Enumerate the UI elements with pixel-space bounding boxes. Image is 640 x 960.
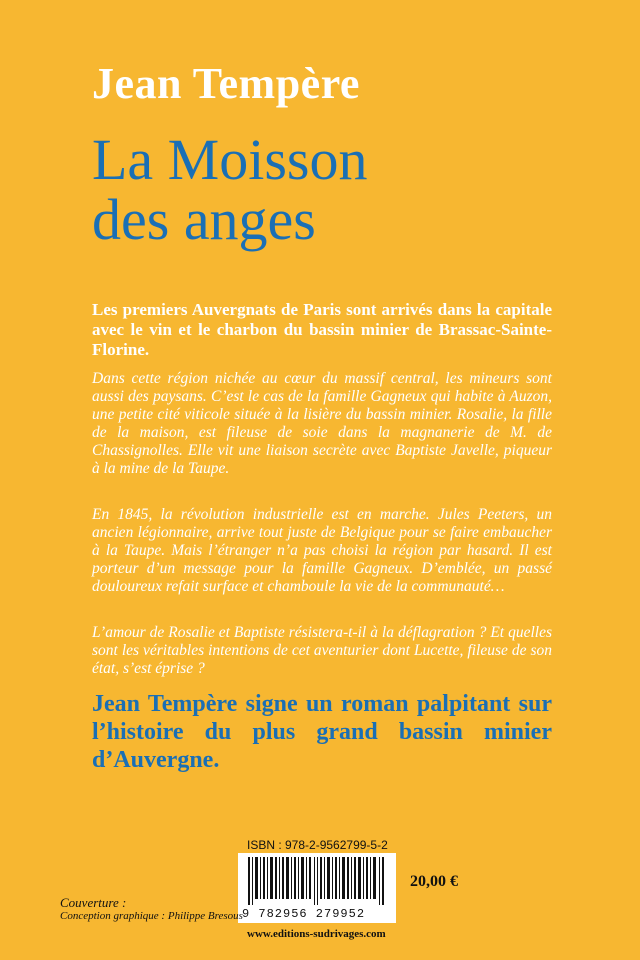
- cover-label: Couverture :: [60, 895, 127, 910]
- intro-paragraph: Les premiers Auvergnats de Paris sont arrivés dans la capitale avec le vin et le charbon du bassin minier de Brassac-Sainte-Florine.: [92, 300, 552, 359]
- barcode: [238, 853, 396, 923]
- website-link[interactable]: www.editions-sudrivages.com: [247, 928, 386, 940]
- title-line-2: des anges: [92, 187, 316, 252]
- barcode-digits: 9 782956 279952: [242, 907, 366, 921]
- title-line-1: La Moisson: [92, 127, 368, 192]
- summary-paragraph-2: En 1845, la révolution industrielle est en marche. Jules Peeters, un ancien légionnaire, arrive tout juste de Belgique pour se faire embaucher à la Taupe. Mais l’étranger n’a pas choisi la région par hasard. Il est porteur d’un message pour la famille Gagneux. D’emblée, un passé douloureux refait surface et chamboule la vie de la communauté…: [92, 506, 552, 595]
- summary-paragraph-1: Dans cette région nichée au cœur du massif central, les mineurs sont aussi des paysans. C’est le cas de la famille Gagneux qui habite à Auzon, une petite cité viticole située à la lisière du bassin minier. Rosalie, la fille de la maison, est fileuse de soie dans la magnanerie de M. de Chassignolles. Elle vit une liaison secrète avec Baptiste Javelle, piqueur à la mine de la Taupe.: [92, 370, 552, 477]
- barcode-icon: [248, 857, 386, 905]
- cover-credit: Conception graphique : Philippe Bresous: [60, 910, 243, 922]
- author-name: Jean Tempère: [92, 59, 360, 108]
- isbn-label: ISBN : 978-2-9562799-5-2: [247, 838, 388, 852]
- price: 20,00 €: [410, 873, 458, 890]
- book-title: [92, 127, 368, 252]
- tagline: Jean Tempère signe un roman palpitant sur l’histoire du plus grand bassin minier d’Auvergne.: [92, 691, 552, 773]
- summary-paragraph-3: L’amour de Rosalie et Baptiste résistera-t-il à la déflagration ? Et quelles sont les véritables intentions de cet aventurier dont Lucette, fileuse de son état, s’est éprise ?: [92, 624, 552, 677]
